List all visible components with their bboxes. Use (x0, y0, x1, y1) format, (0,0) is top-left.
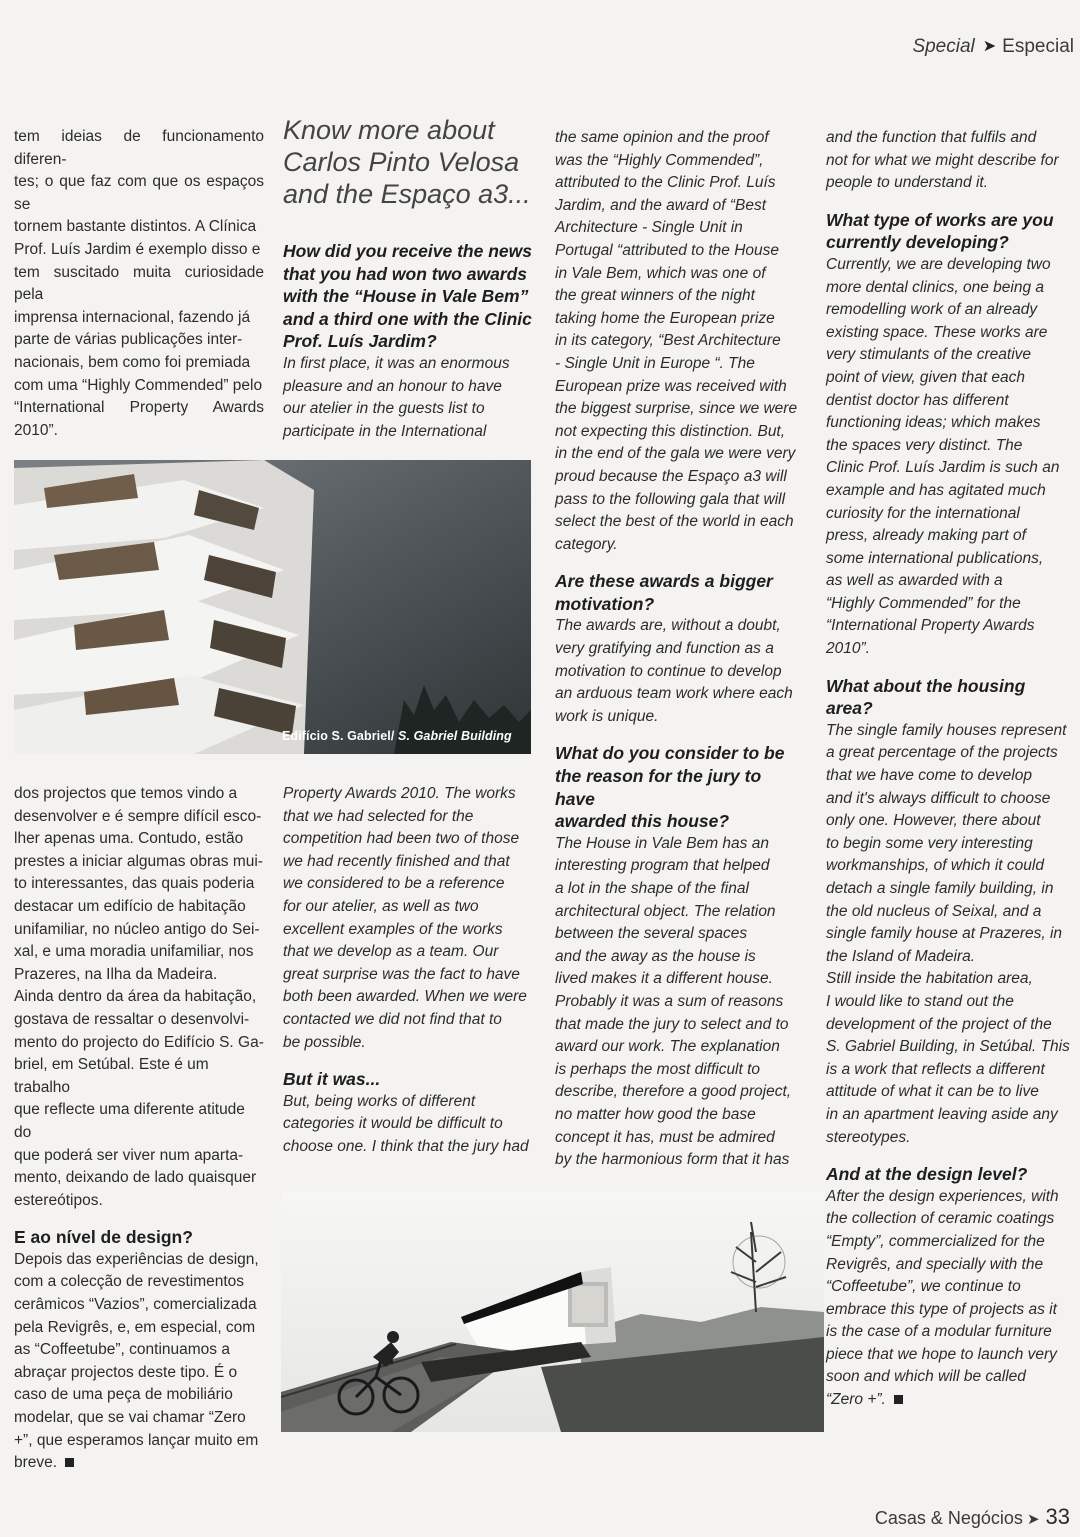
magazine-name: Casas & Negócios (874, 1508, 1023, 1528)
text-line: tornem bastante distintos. A Clínica (14, 218, 257, 236)
text-line: more dental clinics, one being a (826, 278, 1044, 296)
text-line: Clinic Prof. Luís Jardim is such an (826, 459, 1060, 477)
text-line: mento do projecto do Edifício S. Ga- (14, 1033, 264, 1051)
text-line: What do you consider to be (555, 743, 785, 764)
text-line: by the harmonious form that it has (555, 1151, 790, 1169)
text-line: dentist doctor has different (826, 391, 1009, 409)
text-line: existing space. These works are (826, 323, 1048, 341)
text-line: is perhaps the most difficult to (555, 1060, 761, 1078)
text-line: to begin some very interesting (826, 834, 1033, 852)
text-line: attributed to the Clinic Prof. Luís (555, 174, 776, 192)
section-header (912, 36, 1074, 58)
text-line: is the case of a modular furniture (826, 1323, 1052, 1341)
text-line: people to understand it. (826, 174, 989, 192)
text-line: not for what we might describe for (826, 151, 1059, 169)
text-line: as “Coffeetube”, continuamos a (14, 1341, 230, 1359)
text-line: 2010”. (826, 640, 870, 658)
text-line: Prof. Luís Jardim é exemplo disso e (14, 240, 261, 258)
text-line: Probably it was a sum of reasons (555, 992, 784, 1010)
text-line: architectural object. The relation (555, 902, 776, 920)
text-line: What about the housing (826, 675, 1026, 696)
text-line: in the end of the gala we were very (555, 445, 796, 463)
text-line: What type of works are you (826, 209, 1054, 230)
text-line: imprensa internacional, fazendo já (14, 308, 251, 326)
text-line: motivation? (555, 593, 655, 614)
text-line: Know more about (283, 115, 495, 145)
answer-bigger-motivation (555, 615, 805, 728)
text-line: press, already making part of (826, 527, 1026, 545)
text-line: “Coffeetube”, we continue to (826, 1278, 1021, 1296)
text-line: que reflecte uma diferente atitude do (14, 1101, 245, 1141)
text-line: very stimulants of the creative (826, 346, 1032, 364)
text-line: the old nucleus of Seixal, and a (826, 902, 1042, 920)
text-line: The House in Vale Bem has an (555, 834, 769, 852)
text-line: Revigrês, and specially with the (826, 1255, 1044, 1273)
text-line: pleasure and an honour to have (283, 377, 502, 395)
text-line: abraçar projectos deste tipo. É o (14, 1363, 238, 1381)
text-line: cerâmicos “Vazios”, comercializada (14, 1296, 257, 1314)
text-line: In first place, it was an enormous (283, 354, 510, 372)
text-line: The single family houses represent (826, 721, 1067, 739)
text-line: Are these awards a bigger (555, 571, 773, 592)
text-line: the collection of ceramic coatings (826, 1210, 1055, 1228)
text-line: that made the jury to select and to (555, 1015, 789, 1033)
text-line: very gratifying and function as a (555, 640, 774, 658)
answer-housing-area (826, 720, 1078, 1149)
answer-but-it-was (283, 1091, 533, 1159)
text-line: point of view, given that each (826, 368, 1026, 386)
text-line: describe, therefore a good project, (555, 1083, 792, 1101)
section-label-en: Special (912, 36, 975, 57)
text-line: we had recently finished and that (283, 852, 510, 870)
text-line: both been awarded. When we were (283, 988, 527, 1006)
text-line: breve. (14, 1452, 266, 1475)
text-line: be possible. (283, 1033, 366, 1051)
text-line: I would like to stand out the (826, 992, 1014, 1010)
text-line: the biggest surprise, since we were (555, 400, 798, 418)
text-line: lived makes it a different house. (555, 970, 773, 988)
text-line: parte de várias publicações inter- (14, 331, 243, 349)
text-line: we considered to be a reference (283, 875, 505, 893)
question-awards-news (283, 240, 533, 353)
col4-top-lines (826, 127, 1078, 195)
text-line: tem ideias de funcionamento diferen- (14, 128, 264, 168)
text-line: +”, que esperamos lançar muito em (14, 1431, 259, 1449)
interview-title (283, 114, 533, 210)
col2-lower-text (283, 783, 533, 1159)
caption-en: S. Gabriel Building (394, 729, 512, 743)
text-line: to interessantes, das quais poderia (14, 875, 255, 893)
text-line: - Single Unit in Europe “. The (555, 354, 755, 372)
text-line: soon and which will be called (826, 1368, 1026, 1386)
text-line: tes; o que faz com que os espaços se (14, 173, 264, 213)
text-line: But, being works of different (283, 1092, 476, 1110)
text-line: and it's always difficult to choose (826, 789, 1051, 807)
heading-nivel-design: E ao nível de design? (14, 1227, 193, 1248)
text-line: curiosity for the international (826, 504, 1020, 522)
end-mark-icon (65, 1458, 74, 1467)
text-line: “Zero +”. (826, 1389, 1078, 1412)
text-line: gostava de ressaltar o desenvolvi- (14, 1010, 250, 1028)
text-line: the Island of Madeira. (826, 947, 976, 965)
text-line: is a work that reflects a different (826, 1060, 1045, 1078)
text-line: nacionais, bem como foi premiada (14, 353, 251, 371)
text-line: was the “Highly Commended”, (555, 151, 764, 169)
text-line: desenvolver e é sempre difícil esco- (14, 807, 262, 825)
text-line: in an apartment leaving aside any (826, 1105, 1058, 1123)
text-line: dos projectos que temos vindo a (14, 785, 238, 802)
text-line: some international publications, (826, 549, 1044, 567)
text-line: work is unique. (555, 707, 659, 725)
text-line: unifamiliar, no núcleo antigo do Sei- (14, 920, 260, 938)
text-line: excellent examples of the works (283, 920, 503, 938)
text-line: piece that we hope to launch very (826, 1345, 1057, 1363)
text-line: currently developing? (826, 232, 1009, 253)
text-line: interesting program that helped (555, 857, 770, 875)
col2-lower-lines (283, 783, 533, 1054)
text-line: Prazeres, na Ilha da Madeira. (14, 965, 218, 983)
text-line: que poderá ser viver num aparta- (14, 1146, 244, 1164)
text-line: embrace this type of projects as it (826, 1300, 1057, 1318)
answer-design-level (826, 1186, 1078, 1412)
section-label-pt: Especial (1002, 36, 1074, 57)
text-line: that we have come to develop (826, 767, 1032, 785)
text-line: European prize was received with (555, 377, 787, 395)
text-line: between the several spaces (555, 925, 748, 943)
text-line: mento, deixando de lado quaisquer (14, 1169, 257, 1187)
text-line: Currently, we are developing two (826, 255, 1051, 273)
text-line: proud because the Espaço a3 will (555, 467, 787, 485)
text-line: “Highly Commended” for the (826, 594, 1021, 612)
text-line: the great winners of the night (555, 287, 755, 305)
text-line: award our work. The explanation (555, 1038, 780, 1056)
text-line: development of the project of the (826, 1015, 1052, 1033)
building-illustration (14, 460, 531, 754)
question-jury-reason (555, 742, 805, 832)
text-line: that we had selected for the (283, 807, 474, 825)
text-line: modelar, que se vai chamar “Zero (14, 1409, 246, 1427)
text-line: Carlos Pinto Velosa (283, 147, 520, 177)
text-line: and a third one with the Clinic (283, 308, 532, 329)
text-line: the reason for the jury to have (555, 766, 762, 809)
text-line: no matter how good the base (555, 1105, 756, 1123)
text-line: the spaces very distinct. The (826, 436, 1023, 454)
text-line: prestes a iniciar algumas obras mui- (14, 852, 263, 870)
text-line: workmanships, of which it could (826, 857, 1044, 875)
text-line: motivation to continue to develop (555, 662, 782, 680)
col3-text (555, 127, 805, 1172)
text-line: Jardim, and the award of “Best (555, 196, 767, 214)
text-line: not expecting this distinction. But, (555, 422, 786, 440)
question-bigger-motivation (555, 570, 805, 615)
question-design-level: And at the design level? (826, 1164, 1028, 1185)
text-line: competition had been two of those (283, 830, 520, 848)
photo-house-vale-bem (281, 1192, 824, 1432)
text-line: stereotypes. (826, 1128, 911, 1146)
text-line: “Empty”, commercialized for the (826, 1232, 1045, 1250)
text-line: pela Revigrês, e, em especial, com (14, 1318, 256, 1336)
text-line: the same opinion and the proof (555, 129, 769, 146)
text-line: participate in the International (283, 422, 487, 440)
col1-top-lines (14, 126, 264, 442)
question-housing-area (826, 675, 1078, 720)
photo-caption-s-gabriel (282, 729, 512, 743)
text-line: with the “House in Vale Bem” (283, 286, 529, 307)
text-line: xal, e uma moradia unifamiliar, nos (14, 943, 254, 961)
chevron-right-icon: ➤ (982, 38, 997, 55)
text-line: How did you receive the news (283, 241, 532, 261)
text-line: estereótipos. (14, 1191, 103, 1209)
answer-current-works (826, 254, 1078, 661)
text-line: Depois das experiências de design, (14, 1250, 259, 1268)
page-footer (875, 1504, 1070, 1530)
text-line: com uma “Highly Commended” pelo (14, 376, 263, 394)
text-line: only one. However, there about (826, 812, 1041, 830)
col3-top-lines (555, 127, 805, 556)
page-number: 33 (1045, 1504, 1070, 1529)
caption-separator: / (390, 729, 395, 743)
text-line: an arduous team work where each (555, 685, 793, 703)
text-line: attitude of what it can be to live (826, 1083, 1039, 1101)
text-line: area? (826, 698, 873, 719)
chevron-right-icon: ➤ (1026, 1511, 1040, 1528)
text-line: categories it would be difficult to (283, 1115, 503, 1133)
text-line: for our atelier, as well as two (283, 897, 479, 915)
text-line: in its category, “Best Architecture (555, 332, 781, 350)
text-line: category. (555, 535, 618, 553)
text-line: awarded this house? (555, 811, 730, 832)
text-line: detach a single family building, in (826, 880, 1054, 897)
text-line: caso de uma peça de mobiliário (14, 1386, 233, 1404)
text-line: and the Espaço a3... (283, 179, 531, 209)
question-current-works (826, 209, 1078, 254)
text-line: in Vale Bem, which was one of (555, 264, 766, 282)
text-line: taking home the European prize (555, 309, 775, 327)
house-illustration (281, 1192, 824, 1432)
text-line: briel, em Setúbal. Este é um trabalho (14, 1056, 209, 1096)
text-line: great surprise was the fact to have (283, 965, 520, 983)
photo-s-gabriel-building (14, 460, 531, 754)
text-line: tem suscitado muita curiosidade pela (14, 263, 264, 304)
text-line: a great percentage of the projects (826, 744, 1058, 762)
text-line: “International Property Awards 2010”. (14, 399, 264, 439)
text-line: and the away as the house is (555, 947, 756, 965)
text-line: Portugal “attributed to the House (555, 241, 780, 259)
text-line: Architecture - Single Unit in (555, 219, 743, 237)
text-line: functioning ideas; which makes (826, 414, 1041, 432)
text-line: “International Property Awards (826, 617, 1035, 635)
question-but-it-was: But it was... (283, 1069, 381, 1090)
text-line: concept it has, must be admired (555, 1128, 775, 1146)
text-line: that you had won two awards (283, 263, 528, 284)
text-line: S. Gabriel Building, in Setúbal. This (826, 1038, 1070, 1056)
text-line: example and has agitated much (826, 481, 1046, 499)
text-line: choose one. I think that the jury had (283, 1137, 529, 1155)
text-line: single family house at Prazeres, in (826, 925, 1063, 943)
text-line: Still inside the habitation area, (826, 970, 1033, 988)
col1-lower-text (14, 783, 266, 1475)
text-line: select the best of the world in each (555, 513, 794, 531)
text-line: remodelling work of an already (826, 301, 1038, 319)
text-line: as well as awarded with a (826, 572, 1003, 590)
col4-text (826, 127, 1078, 1412)
text-line: Property Awards 2010. The works (283, 785, 516, 802)
end-mark-icon (894, 1395, 903, 1404)
answer-jury-reason (555, 833, 805, 1172)
text-line: destacar um edifício de habitação (14, 897, 246, 915)
text-line: a lot in the shape of the final (555, 880, 749, 897)
text-line: that we develop as a team. Our (283, 943, 499, 961)
col2-top-text (283, 240, 533, 443)
text-line: Prof. Luís Jardim? (283, 331, 437, 352)
text-line: The awards are, without a doubt, (555, 617, 781, 635)
answer-awards-news (283, 353, 533, 443)
col1-lower-lines (14, 783, 266, 1212)
text-line: lher apenas uma. Contudo, estão (14, 830, 244, 848)
text-line: com a colecção de revestimentos (14, 1273, 245, 1291)
text-line: our atelier in the guests list to (283, 400, 485, 418)
text-line: After the design experiences, with (826, 1187, 1059, 1205)
text-line: and the function that fulfils and (826, 129, 1037, 146)
text-line: Ainda dentro da área da habitação, (14, 988, 257, 1006)
caption-pt: Edifício S. Gabriel (282, 729, 391, 743)
col1-design-lines (14, 1249, 266, 1475)
text-line: pass to the following gala that will (555, 490, 786, 508)
text-line: contacted we did not find that to (283, 1010, 502, 1028)
